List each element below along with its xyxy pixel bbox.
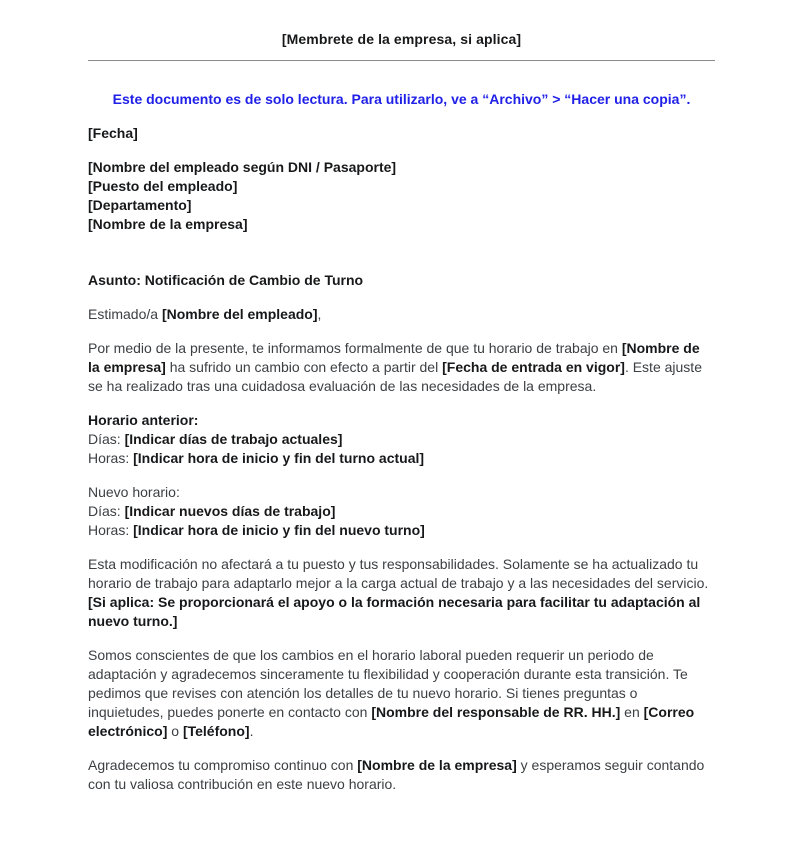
placeholder-or-bold-text: [Nombre de la empresa] xyxy=(357,757,517,773)
paragraph xyxy=(88,271,715,290)
placeholder-or-bold-text: [Indicar hora de inicio y fin del nuevo turno] xyxy=(133,522,425,538)
placeholder-or-bold-text: [Nombre del responsable de RR. HH.] xyxy=(371,704,621,720)
paragraph-spacer xyxy=(88,249,715,271)
paragraph xyxy=(88,646,715,741)
placeholder-or-bold-text: [Nombre del empleado] xyxy=(161,306,318,322)
body-text: Por medio de la presente, te informamos formalmente de que tu horario de trabajo en xyxy=(88,340,622,356)
placeholder-or-bold-text: [Indicar días de trabajo actuales] xyxy=(124,431,343,447)
placeholder-or-bold-text: [Nombre del empleado según DNI / Pasaporte] xyxy=(88,159,397,175)
text-line xyxy=(88,124,715,143)
placeholder-or-bold-text: [Fecha] xyxy=(88,125,138,141)
placeholder-or-bold-text: [Puesto del empleado] xyxy=(88,178,238,194)
placeholder-or-bold-text: [Indicar nuevos días de trabajo] xyxy=(124,503,336,519)
body-text: y esperamos seguir contando con tu valiosa contribución en este nuevo horario. xyxy=(88,757,705,792)
body-text: ha sufrido un cambio con efecto a partir del xyxy=(165,359,443,375)
paragraph xyxy=(88,411,715,468)
paragraph xyxy=(88,305,715,324)
text-line xyxy=(88,646,715,741)
read-only-notice: Este documento es de solo lectura. Para utilizarlo, ve a “Archivo” > “Hacer una copia”. xyxy=(112,91,691,107)
paragraph xyxy=(88,756,715,794)
text-line xyxy=(88,756,715,794)
body-text: Horas: xyxy=(88,450,134,466)
placeholder-or-bold-text: [Teléfono] xyxy=(182,723,250,739)
body-text: Días: xyxy=(88,503,125,519)
body-text: . Este ajuste se ha realizado tras una cuidadosa evaluación de las necesidades de la empresa. xyxy=(88,359,702,394)
placeholder-or-bold-text: [Correo electrónico] xyxy=(88,704,695,739)
text-line xyxy=(88,177,715,196)
placeholder-or-bold-text: [Indicar hora de inicio y fin del turno actual] xyxy=(133,450,425,466)
text-line xyxy=(88,483,715,502)
body-text: en xyxy=(620,704,644,720)
placeholder-or-bold-text: [Fecha de entrada en vigor] xyxy=(442,359,625,375)
body-text: . xyxy=(249,723,254,739)
paragraph xyxy=(88,339,715,396)
body-text: , xyxy=(317,306,322,322)
text-line xyxy=(88,411,715,430)
placeholder-or-bold-text: [Si aplica: Se proporcionará el apoyo o la formación necesaria para facilitar tu adaptación al nuevo turno.] xyxy=(88,594,701,629)
placeholder-or-bold-text: Horario anterior: xyxy=(88,412,199,428)
text-line xyxy=(88,521,715,540)
placeholder-or-bold-text: [Nombre de la empresa] xyxy=(88,340,700,375)
body-text: o xyxy=(167,723,183,739)
paragraph xyxy=(88,124,715,143)
text-line xyxy=(88,502,715,521)
body-text: Somos conscientes de que los cambios en el horario laboral pueden requerir un periodo de adaptación y agradecemos sinceramente tu flexibilidad y cooperación durante esta transición. Te pedimos que revises con atención los detalles de tu nuevo horario. Si tienes preguntas o inquietudes, puedes ponerte en contacto con xyxy=(88,647,688,720)
text-line xyxy=(88,555,715,631)
body-text: Esta modificación no afectará a tu puesto y tus responsabilidades. Solamente se ha actualizado tu horario de trabajo para adaptarlo mejor a la carga actual de trabajo y a las necesidades del servicio. xyxy=(88,556,709,591)
body-text: Agradecemos tu compromiso continuo con xyxy=(88,757,358,773)
text-line xyxy=(88,449,715,468)
placeholder-or-bold-text: [Departamento] xyxy=(88,197,192,213)
paragraph xyxy=(88,555,715,631)
header-divider xyxy=(88,60,715,61)
text-line xyxy=(88,430,715,449)
paragraph xyxy=(88,158,715,234)
text-line xyxy=(88,305,715,324)
text-line xyxy=(88,196,715,215)
text-line xyxy=(88,215,715,234)
placeholder-or-bold-text: Asunto: Notificación de Cambio de Turno xyxy=(88,272,364,288)
letter-body xyxy=(88,124,715,794)
placeholder-or-bold-text: [Nombre de la empresa] xyxy=(88,216,248,232)
body-text: Nuevo horario: xyxy=(88,484,180,500)
paragraph xyxy=(88,483,715,540)
body-text: Horas: xyxy=(88,522,134,538)
letterhead-placeholder: [Membrete de la empresa, si aplica] xyxy=(281,31,522,47)
text-line xyxy=(88,158,715,177)
text-line xyxy=(88,271,715,290)
body-text: Días: xyxy=(88,431,125,447)
body-text: Estimado/a xyxy=(88,306,162,322)
text-line xyxy=(88,339,715,396)
